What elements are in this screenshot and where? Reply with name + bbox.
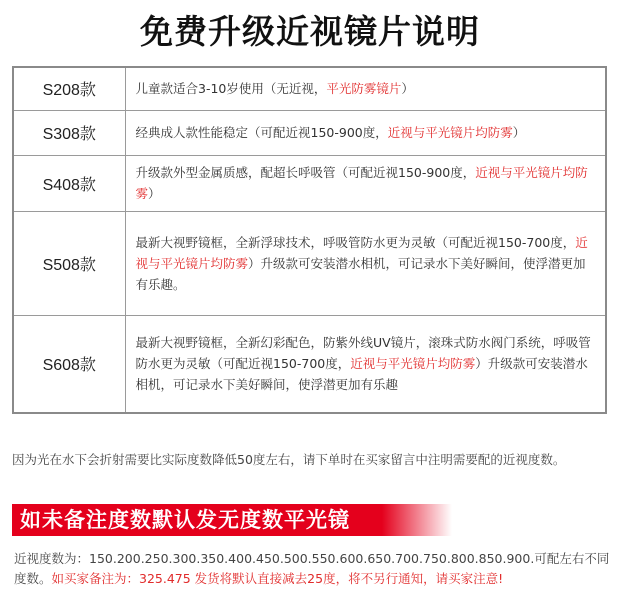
model-description-cell (125, 110, 606, 155)
degree-info (14, 549, 612, 589)
degree-warning: 如买家备注为：325.475 发货将默认直接减去25度，将不另行通知，请买家注意! (51, 571, 504, 586)
anti-fog-highlight: 平光防雾镜片 (326, 81, 402, 97)
model-description-cell (125, 155, 606, 211)
anti-fog-highlight: 近视与平光镜片均防雾 (350, 356, 476, 372)
banner-fade (382, 504, 452, 536)
table-row (13, 110, 606, 155)
description-text: 升级款外型金属质感，配超长呼吸管（可配近视150-900度， (135, 165, 476, 180)
description-text: ）升级款可安装潜水相机，可记录水下美好瞬间，使浮潜更加有乐趣。 (135, 255, 586, 292)
description-text: ）升级款可安装潜水相机，可记录水下美好瞬间，使浮潜更加有乐趣 (135, 356, 588, 393)
refraction-note: 因为光在水下会折射需要比实际度数降低50度左右，请下单时在买家留言中注明需要配的近视度数。 (12, 452, 566, 467)
description-text: ） (401, 81, 414, 97)
description-text: 最新大视野镜框，全新浮球技术，呼吸管防水更为灵敏（可配近视150-700度， (135, 234, 576, 250)
page-title: 免费升级近视镜片说明 (140, 12, 480, 51)
model-name-cell: S608款 (13, 315, 125, 413)
model-name-cell: S408款 (13, 155, 125, 211)
description-text: 经典成人款性能稳定（可配近视150-900度， (135, 125, 388, 140)
model-description-cell (125, 67, 606, 110)
table-row (13, 155, 606, 211)
description-text: 最新大视野镜框，全新幻彩配色，防紫外线UV镜片，滚珠式防水阀门系统，呼吸管防水更为灵敏（可配近视150-700度， (135, 335, 591, 372)
table-row (13, 67, 606, 110)
description-text: 儿童款适合3-10岁使用（无近视， (135, 81, 327, 97)
model-description-cell (125, 315, 606, 413)
default-lens-banner: 如未备注度数默认发无度数平光镜 (12, 504, 382, 536)
model-name-cell: S208款 (13, 67, 125, 110)
anti-fog-highlight: 近视与平光镜片均防雾 (387, 125, 513, 140)
table-row (13, 315, 606, 413)
description-text: ） (512, 125, 526, 140)
lens-spec-table (12, 66, 607, 414)
anti-fog-highlight: 近视与平光镜片均防雾 (135, 165, 588, 201)
model-name-cell: S308款 (13, 110, 125, 155)
model-name-cell: S508款 (13, 211, 125, 315)
table-row (13, 211, 606, 315)
anti-fog-highlight: 近视与平光镜片均防雾 (135, 234, 588, 271)
degree-list: 近视度数为：150.200.250.300.350.400.450.500.550.600.650.700.750.800.850.900.可配左右不同度数。 (14, 551, 610, 586)
model-description-cell (125, 211, 606, 315)
description-text: ） (148, 186, 161, 201)
